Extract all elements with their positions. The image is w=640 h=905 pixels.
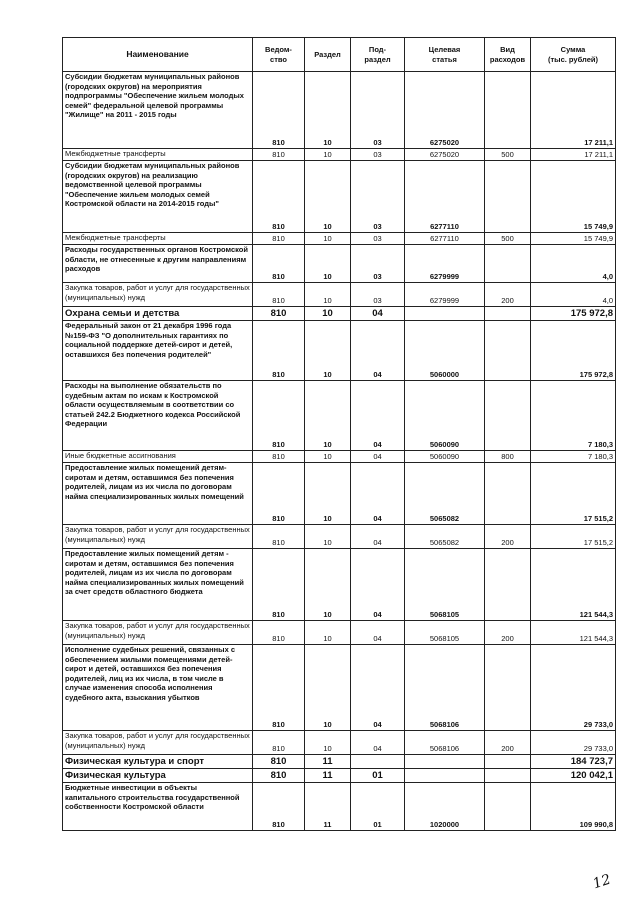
cell-name: Закупка товаров, работ и услуг для государственных (муниципальных) нужд (63, 621, 253, 645)
cell-target: 5065082 (405, 525, 485, 549)
cell-dept: 810 (253, 307, 305, 321)
cell-amount: 7 180,3 (531, 451, 616, 463)
cell-target (405, 769, 485, 783)
table-row (63, 549, 616, 621)
table-row (63, 769, 616, 783)
cell-amount: 17 211,1 (531, 72, 616, 149)
cell-target: 1020000 (405, 783, 485, 831)
cell-amount: 175 972,8 (531, 321, 616, 381)
cell-section: 10 (305, 307, 351, 321)
cell-section: 10 (305, 161, 351, 233)
cell-section: 11 (305, 755, 351, 769)
cell-exptype: 800 (485, 451, 531, 463)
cell-section: 10 (305, 72, 351, 149)
cell-amount: 4,0 (531, 245, 616, 283)
cell-name: Закупка товаров, работ и услуг для государственных (муниципальных) нужд (63, 731, 253, 755)
cell-target: 5068106 (405, 731, 485, 755)
cell-amount: 175 972,8 (531, 307, 616, 321)
table-row (63, 321, 616, 381)
cell-amount: 184 723,7 (531, 755, 616, 769)
cell-subsection: 03 (351, 233, 405, 245)
cell-name: Исполнение судебных решений, связанных с обеспечением жилыми помещениями детей-сирот и детей, оставшихся без попечения родителей, лиц из их числа, в том числе в случае изменения способа исполнения судебного акта, взыскания убытков (63, 645, 253, 731)
cell-exptype: 200 (485, 525, 531, 549)
cell-amount: 17 515,2 (531, 525, 616, 549)
header-amount: Сумма (тыс. рублей) (531, 38, 616, 72)
cell-exptype: 200 (485, 283, 531, 307)
header-section: Раздел (305, 38, 351, 72)
cell-section: 10 (305, 283, 351, 307)
table-row (63, 245, 616, 283)
cell-subsection: 03 (351, 161, 405, 233)
cell-subsection: 04 (351, 621, 405, 645)
table-row (63, 755, 616, 769)
cell-name: Физическая культура и спорт (63, 755, 253, 769)
cell-subsection: 03 (351, 245, 405, 283)
table-row (63, 525, 616, 549)
cell-dept: 810 (253, 645, 305, 731)
cell-section: 10 (305, 525, 351, 549)
cell-target: 6275020 (405, 149, 485, 161)
cell-name: Предоставление жилых помещений детям-сиротам и детям, оставшимся без попечения родителей, лицам из их числа по договорам найма специализированных жилых помещений (63, 463, 253, 525)
cell-dept: 810 (253, 72, 305, 149)
header-subsection: Под- раздел (351, 38, 405, 72)
cell-exptype (485, 645, 531, 731)
cell-section: 10 (305, 645, 351, 731)
table-row (63, 645, 616, 731)
header-exptype: Вид расходов (485, 38, 531, 72)
cell-dept: 810 (253, 451, 305, 463)
cell-section: 11 (305, 769, 351, 783)
cell-amount: 109 990,8 (531, 783, 616, 831)
budget-table (62, 37, 616, 831)
cell-exptype (485, 161, 531, 233)
cell-exptype (485, 463, 531, 525)
cell-section: 10 (305, 233, 351, 245)
cell-name: Субсидии бюджетам муниципальных районов (городских округов) на реализацию ведомственной целевой программы "Обеспечение жильем молодых семей Костромской области на 2014-2015 годы" (63, 161, 253, 233)
cell-amount: 120 042,1 (531, 769, 616, 783)
table-body (63, 72, 616, 831)
cell-amount: 121 544,3 (531, 549, 616, 621)
cell-subsection: 03 (351, 149, 405, 161)
cell-target: 5068105 (405, 621, 485, 645)
cell-dept: 810 (253, 621, 305, 645)
table-row (63, 233, 616, 245)
cell-target: 5065082 (405, 463, 485, 525)
cell-dept: 810 (253, 233, 305, 245)
cell-dept: 810 (253, 769, 305, 783)
cell-subsection: 01 (351, 783, 405, 831)
cell-section: 10 (305, 149, 351, 161)
cell-name: Федеральный закон от 21 декабря 1996 года №159-ФЗ "О дополнительных гарантиях по социальной поддержке детей-сирот и детей, оставшихся без попечения родителей" (63, 321, 253, 381)
cell-exptype (485, 321, 531, 381)
cell-name: Бюджетные инвестиции в объекты капитального строительства государственной собственности Костромской области (63, 783, 253, 831)
cell-subsection: 04 (351, 307, 405, 321)
budget-table-sheet (62, 37, 615, 831)
cell-name: Охрана семьи и детства (63, 307, 253, 321)
table-row (63, 783, 616, 831)
cell-dept: 810 (253, 463, 305, 525)
cell-dept: 810 (253, 321, 305, 381)
page-number-mark: 12 (590, 871, 613, 893)
cell-exptype (485, 245, 531, 283)
table-row (63, 161, 616, 233)
cell-dept: 810 (253, 283, 305, 307)
header-name: Наименование (63, 38, 253, 72)
cell-target (405, 307, 485, 321)
cell-exptype (485, 307, 531, 321)
cell-amount: 17 211,1 (531, 149, 616, 161)
table-row (63, 381, 616, 451)
cell-exptype: 500 (485, 149, 531, 161)
cell-exptype (485, 783, 531, 831)
cell-target: 5060090 (405, 451, 485, 463)
cell-name: Расходы государственных органов Костромской области, не отнесенные к другим направлениям расходов (63, 245, 253, 283)
cell-section: 10 (305, 321, 351, 381)
cell-exptype (485, 72, 531, 149)
cell-subsection: 04 (351, 451, 405, 463)
cell-target: 6275020 (405, 72, 485, 149)
cell-section: 10 (305, 463, 351, 525)
cell-subsection: 04 (351, 549, 405, 621)
cell-name: Физическая культура (63, 769, 253, 783)
cell-subsection: 04 (351, 463, 405, 525)
cell-target: 6277110 (405, 233, 485, 245)
cell-amount: 4,0 (531, 283, 616, 307)
cell-section: 10 (305, 381, 351, 451)
cell-name: Иные бюджетные ассигнования (63, 451, 253, 463)
cell-exptype: 200 (485, 731, 531, 755)
cell-exptype (485, 769, 531, 783)
cell-section: 10 (305, 549, 351, 621)
cell-name: Межбюджетные трансферты (63, 233, 253, 245)
cell-section: 10 (305, 451, 351, 463)
cell-subsection (351, 755, 405, 769)
cell-dept: 810 (253, 731, 305, 755)
cell-section: 10 (305, 245, 351, 283)
cell-name: Межбюджетные трансферты (63, 149, 253, 161)
header-target: Целевая статья (405, 38, 485, 72)
cell-exptype (485, 381, 531, 451)
cell-name: Закупка товаров, работ и услуг для государственных (муниципальных) нужд (63, 525, 253, 549)
cell-amount: 121 544,3 (531, 621, 616, 645)
cell-amount: 29 733,0 (531, 731, 616, 755)
cell-subsection: 04 (351, 731, 405, 755)
cell-subsection: 04 (351, 645, 405, 731)
cell-amount: 15 749,9 (531, 161, 616, 233)
cell-amount: 29 733,0 (531, 645, 616, 731)
cell-amount: 17 515,2 (531, 463, 616, 525)
cell-target: 5060090 (405, 381, 485, 451)
table-row (63, 463, 616, 525)
table-row (63, 621, 616, 645)
header-dept: Ведом- ство (253, 38, 305, 72)
table-row (63, 283, 616, 307)
table-row (63, 731, 616, 755)
cell-section: 10 (305, 621, 351, 645)
cell-section: 10 (305, 731, 351, 755)
table-header-row (63, 38, 616, 72)
table-row (63, 149, 616, 161)
cell-subsection: 01 (351, 769, 405, 783)
cell-name: Расходы на выполнение обязательств по судебным актам по искам к Костромской области осуществляемым в соответствии со статьей 242.2 Бюджетного кодекса Российской Федерации (63, 381, 253, 451)
cell-dept: 810 (253, 549, 305, 621)
cell-exptype (485, 755, 531, 769)
cell-section: 11 (305, 783, 351, 831)
cell-subsection: 03 (351, 72, 405, 149)
cell-name: Субсидии бюджетам муниципальных районов (городских округов) на мероприятия подпрограммы "Обеспечение жильем молодых семей" федеральной целевой программы "Жилище" на 2011 - 2015 годы (63, 72, 253, 149)
cell-name: Предоставление жилых помещений детям - сиротам и детям, оставшимся без попечения родителей, лицам из их числа по договорам найма специализированных жилых помещений за счет средств областного бюджета (63, 549, 253, 621)
cell-target: 5068106 (405, 645, 485, 731)
cell-amount: 15 749,9 (531, 233, 616, 245)
cell-subsection: 03 (351, 283, 405, 307)
table-row (63, 72, 616, 149)
cell-exptype: 500 (485, 233, 531, 245)
cell-target: 6279999 (405, 245, 485, 283)
cell-dept: 810 (253, 755, 305, 769)
cell-subsection: 04 (351, 321, 405, 381)
cell-target (405, 755, 485, 769)
cell-amount: 7 180,3 (531, 381, 616, 451)
cell-dept: 810 (253, 525, 305, 549)
cell-subsection: 04 (351, 381, 405, 451)
cell-exptype (485, 549, 531, 621)
cell-dept: 810 (253, 149, 305, 161)
cell-dept: 810 (253, 245, 305, 283)
cell-subsection: 04 (351, 525, 405, 549)
table-row (63, 307, 616, 321)
cell-exptype: 200 (485, 621, 531, 645)
cell-target: 6277110 (405, 161, 485, 233)
cell-dept: 810 (253, 381, 305, 451)
cell-dept: 810 (253, 783, 305, 831)
table-row (63, 451, 616, 463)
cell-target: 5060000 (405, 321, 485, 381)
cell-name: Закупка товаров, работ и услуг для государственных (муниципальных) нужд (63, 283, 253, 307)
cell-target: 5068105 (405, 549, 485, 621)
cell-dept: 810 (253, 161, 305, 233)
cell-target: 6279999 (405, 283, 485, 307)
